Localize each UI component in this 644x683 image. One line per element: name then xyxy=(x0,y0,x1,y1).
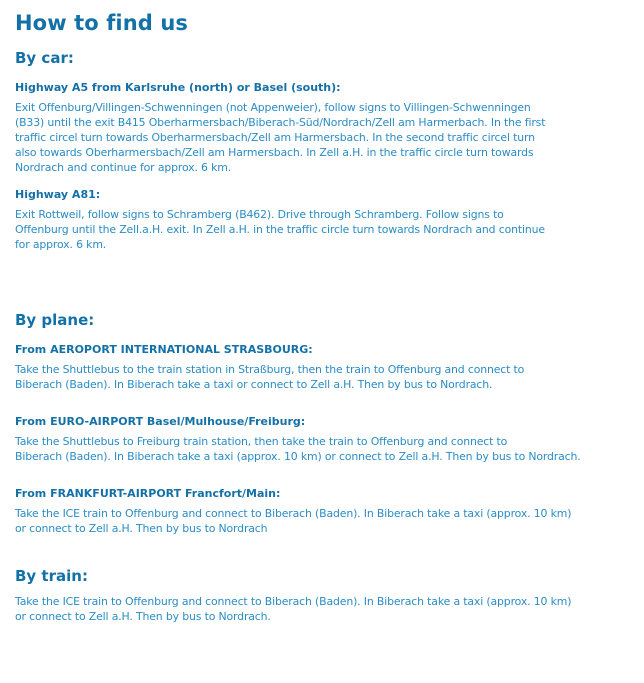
route-text-line: Take the ICE train to Offenburg and connect to Biberach (Baden). In Biberach take a taxi (approx. 10 km) xyxy=(15,595,572,608)
route-euro-airport xyxy=(15,414,640,464)
route-title: From AEROPORT INTERNATIONAL STRASBOURG: xyxy=(15,343,313,356)
route-frankfurt xyxy=(15,486,640,536)
section-heading-car: By car: xyxy=(15,49,74,67)
route-text-line: (B33) until the exit B415 Oberharmersbach/Biberach-Süd/Nordrach/Zell am Harmerbach. In the first xyxy=(15,116,546,129)
route-text-line: Take the Shuttlebus to the train station in Straßburg, then the train to Offenburg and connect to xyxy=(15,363,525,376)
route-text-line: Biberach (Baden). In Biberach take a taxi (approx. 10 km) or connect to Zell a.H. Then by bus to Nordrach. xyxy=(15,450,581,463)
route-title: From EURO-AIRPORT Basel/Mulhouse/Freiburg: xyxy=(15,415,306,428)
directions-page xyxy=(15,8,640,624)
route-text-line: Take the Shuttlebus to Freiburg train station, then take the train to Offenburg and connect to xyxy=(15,435,508,448)
route-highway-a5 xyxy=(15,80,640,175)
route-title: Highway A5 from Karlsruhe (north) or Basel (south): xyxy=(15,81,341,94)
route-title: Highway A81: xyxy=(15,188,101,201)
page-title: How to find us xyxy=(15,11,188,35)
route-text-line: Offenburg until the Zell.a.H. exit. In Zell a.H. in the traffic circle turn towards Nordrach and continue xyxy=(15,223,545,236)
route-strasbourg xyxy=(15,342,640,392)
route-text-line: Nordrach and continue for approx. 6 km. xyxy=(15,161,232,174)
route-highway-a81 xyxy=(15,187,640,252)
route-text-line: Exit Offenburg/Villingen-Schwenningen (not Appenweier), follow signs to Villingen-Schwenningen xyxy=(15,101,531,114)
route-text-line: also towards Oberharmersbach/Zell am Harmersbach. In Zell a.H. in the traffic circle turn towards xyxy=(15,146,534,159)
route-text-line: traffic circel turn towards Oberharmersbach/Zell am Harmersbach. In the second traffic circel turn xyxy=(15,131,535,144)
section-heading-train: By train: xyxy=(15,567,88,585)
route-text-line: for approx. 6 km. xyxy=(15,238,107,251)
route-text-line: Take the ICE train to Offenburg and connect to Biberach (Baden). In Biberach take a taxi (approx. 10 km) xyxy=(15,507,572,520)
section-by-car xyxy=(15,48,640,252)
route-text-line: or connect to Zell a.H. Then by bus to Nordrach. xyxy=(15,610,271,623)
section-by-train xyxy=(15,566,640,624)
route-text-line: Biberach (Baden). In Biberach take a taxi or connect to Zell a.H. Then by bus to Nordrach. xyxy=(15,378,493,391)
route-text-line: Exit Rottweil, follow signs to Schramberg (B462). Drive through Schramberg. Follow signs to xyxy=(15,208,504,221)
section-by-plane xyxy=(15,310,640,536)
section-heading-plane: By plane: xyxy=(15,311,95,329)
route-text-line: or connect to Zell a.H. Then by bus to Nordrach xyxy=(15,522,268,535)
route-title: From FRANKFURT-AIRPORT Francfort/Main: xyxy=(15,487,281,500)
